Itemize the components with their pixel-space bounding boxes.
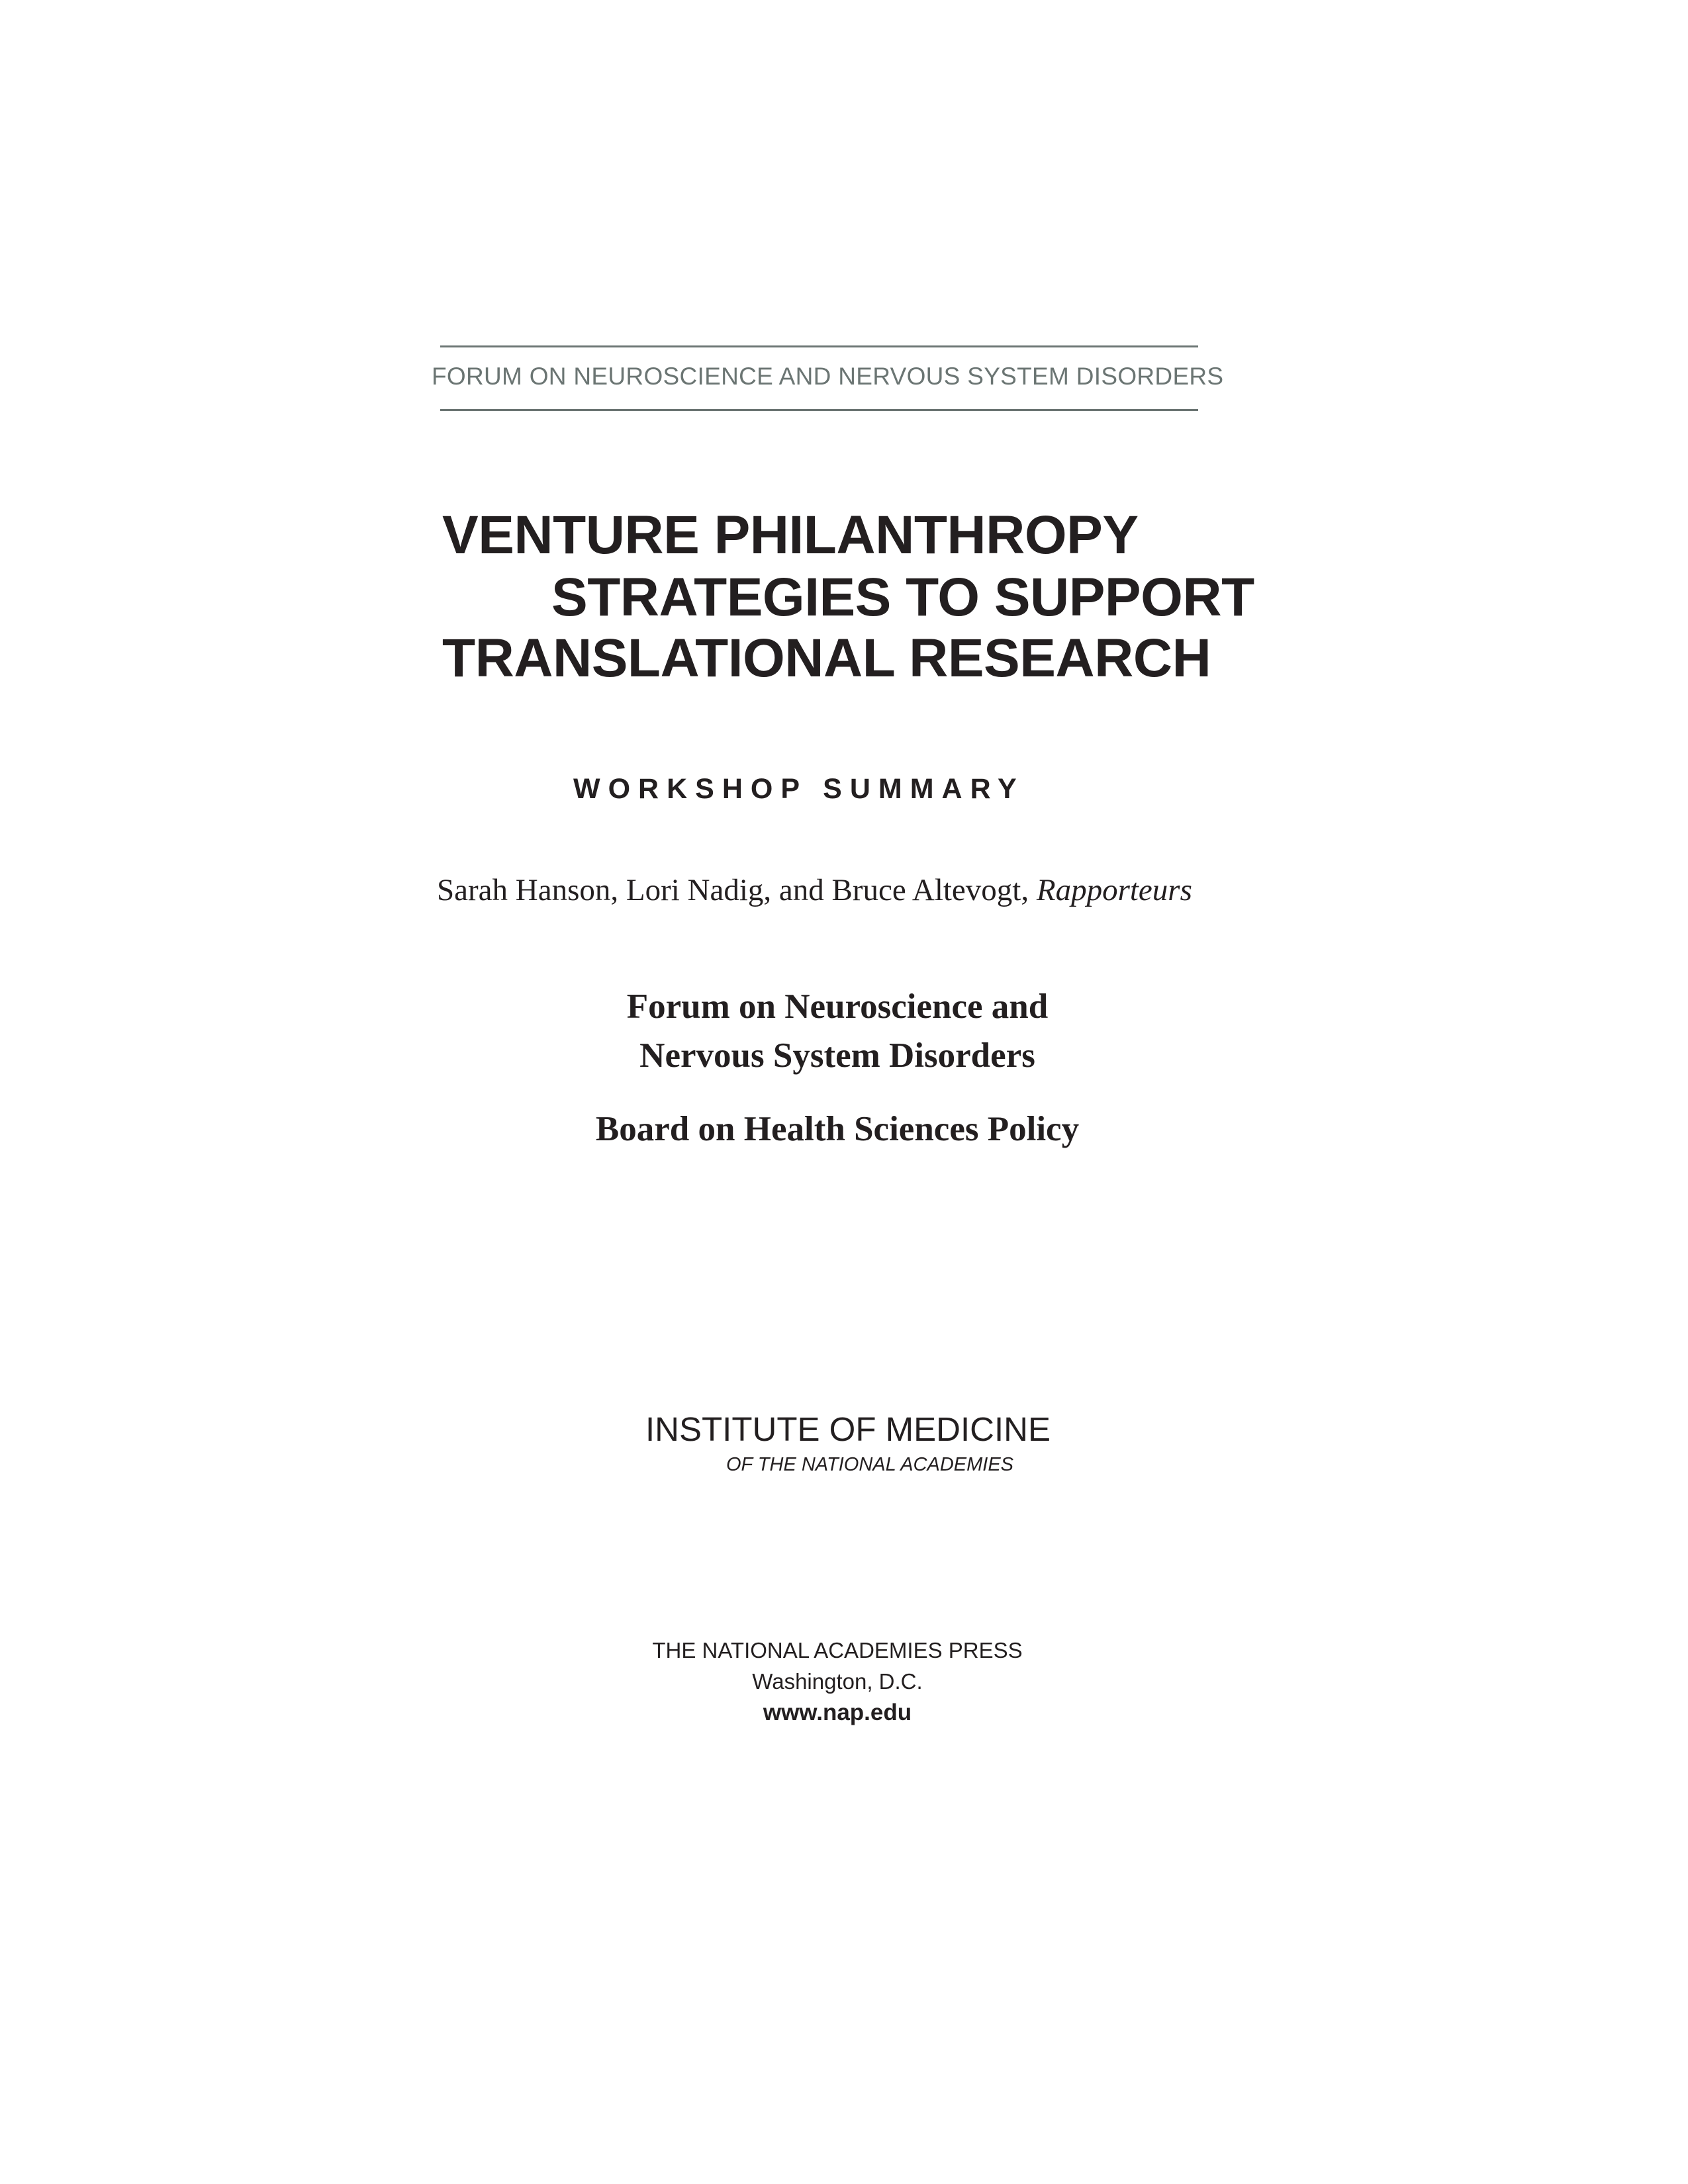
authors-line xyxy=(437,872,1258,908)
forum-name-line-1: Forum on Neuroscience and xyxy=(626,987,1049,1026)
title-line-2: STRATEGIES TO SUPPORT xyxy=(551,567,1254,627)
title-line-3: TRANSLATIONAL RESEARCH xyxy=(442,628,1211,688)
authors-role: Rapporteurs xyxy=(1036,873,1192,907)
board-name: Board on Health Sciences Policy xyxy=(595,1110,1080,1148)
publisher-name: THE NATIONAL ACADEMIES PRESS xyxy=(652,1638,1023,1662)
author-names: Sarah Hanson, Lori Nadig, and Bruce Altevogt, xyxy=(437,873,1037,907)
workshop-summary-subtitle: WORKSHOP SUMMARY xyxy=(573,773,1025,805)
institute-name: INSTITUTE OF MEDICINE xyxy=(645,1410,1051,1448)
forum-name xyxy=(463,982,1211,1080)
institute-subname: OF THE NATIONAL ACADEMIES xyxy=(726,1454,1014,1475)
header-bottom-rule xyxy=(440,409,1198,411)
header-top-rule xyxy=(440,345,1198,347)
publisher-block xyxy=(596,1635,1079,1728)
publisher-location: Washington, D.C. xyxy=(752,1669,923,1694)
forum-name-line-2: Nervous System Disorders xyxy=(639,1036,1035,1075)
publisher-url: www.nap.edu xyxy=(763,1700,912,1725)
series-header: FORUM ON NEUROSCIENCE AND NERVOUS SYSTEM DISORDERS xyxy=(432,363,1224,390)
title-line-1: VENTURE PHILANTHROPY xyxy=(442,505,1139,565)
